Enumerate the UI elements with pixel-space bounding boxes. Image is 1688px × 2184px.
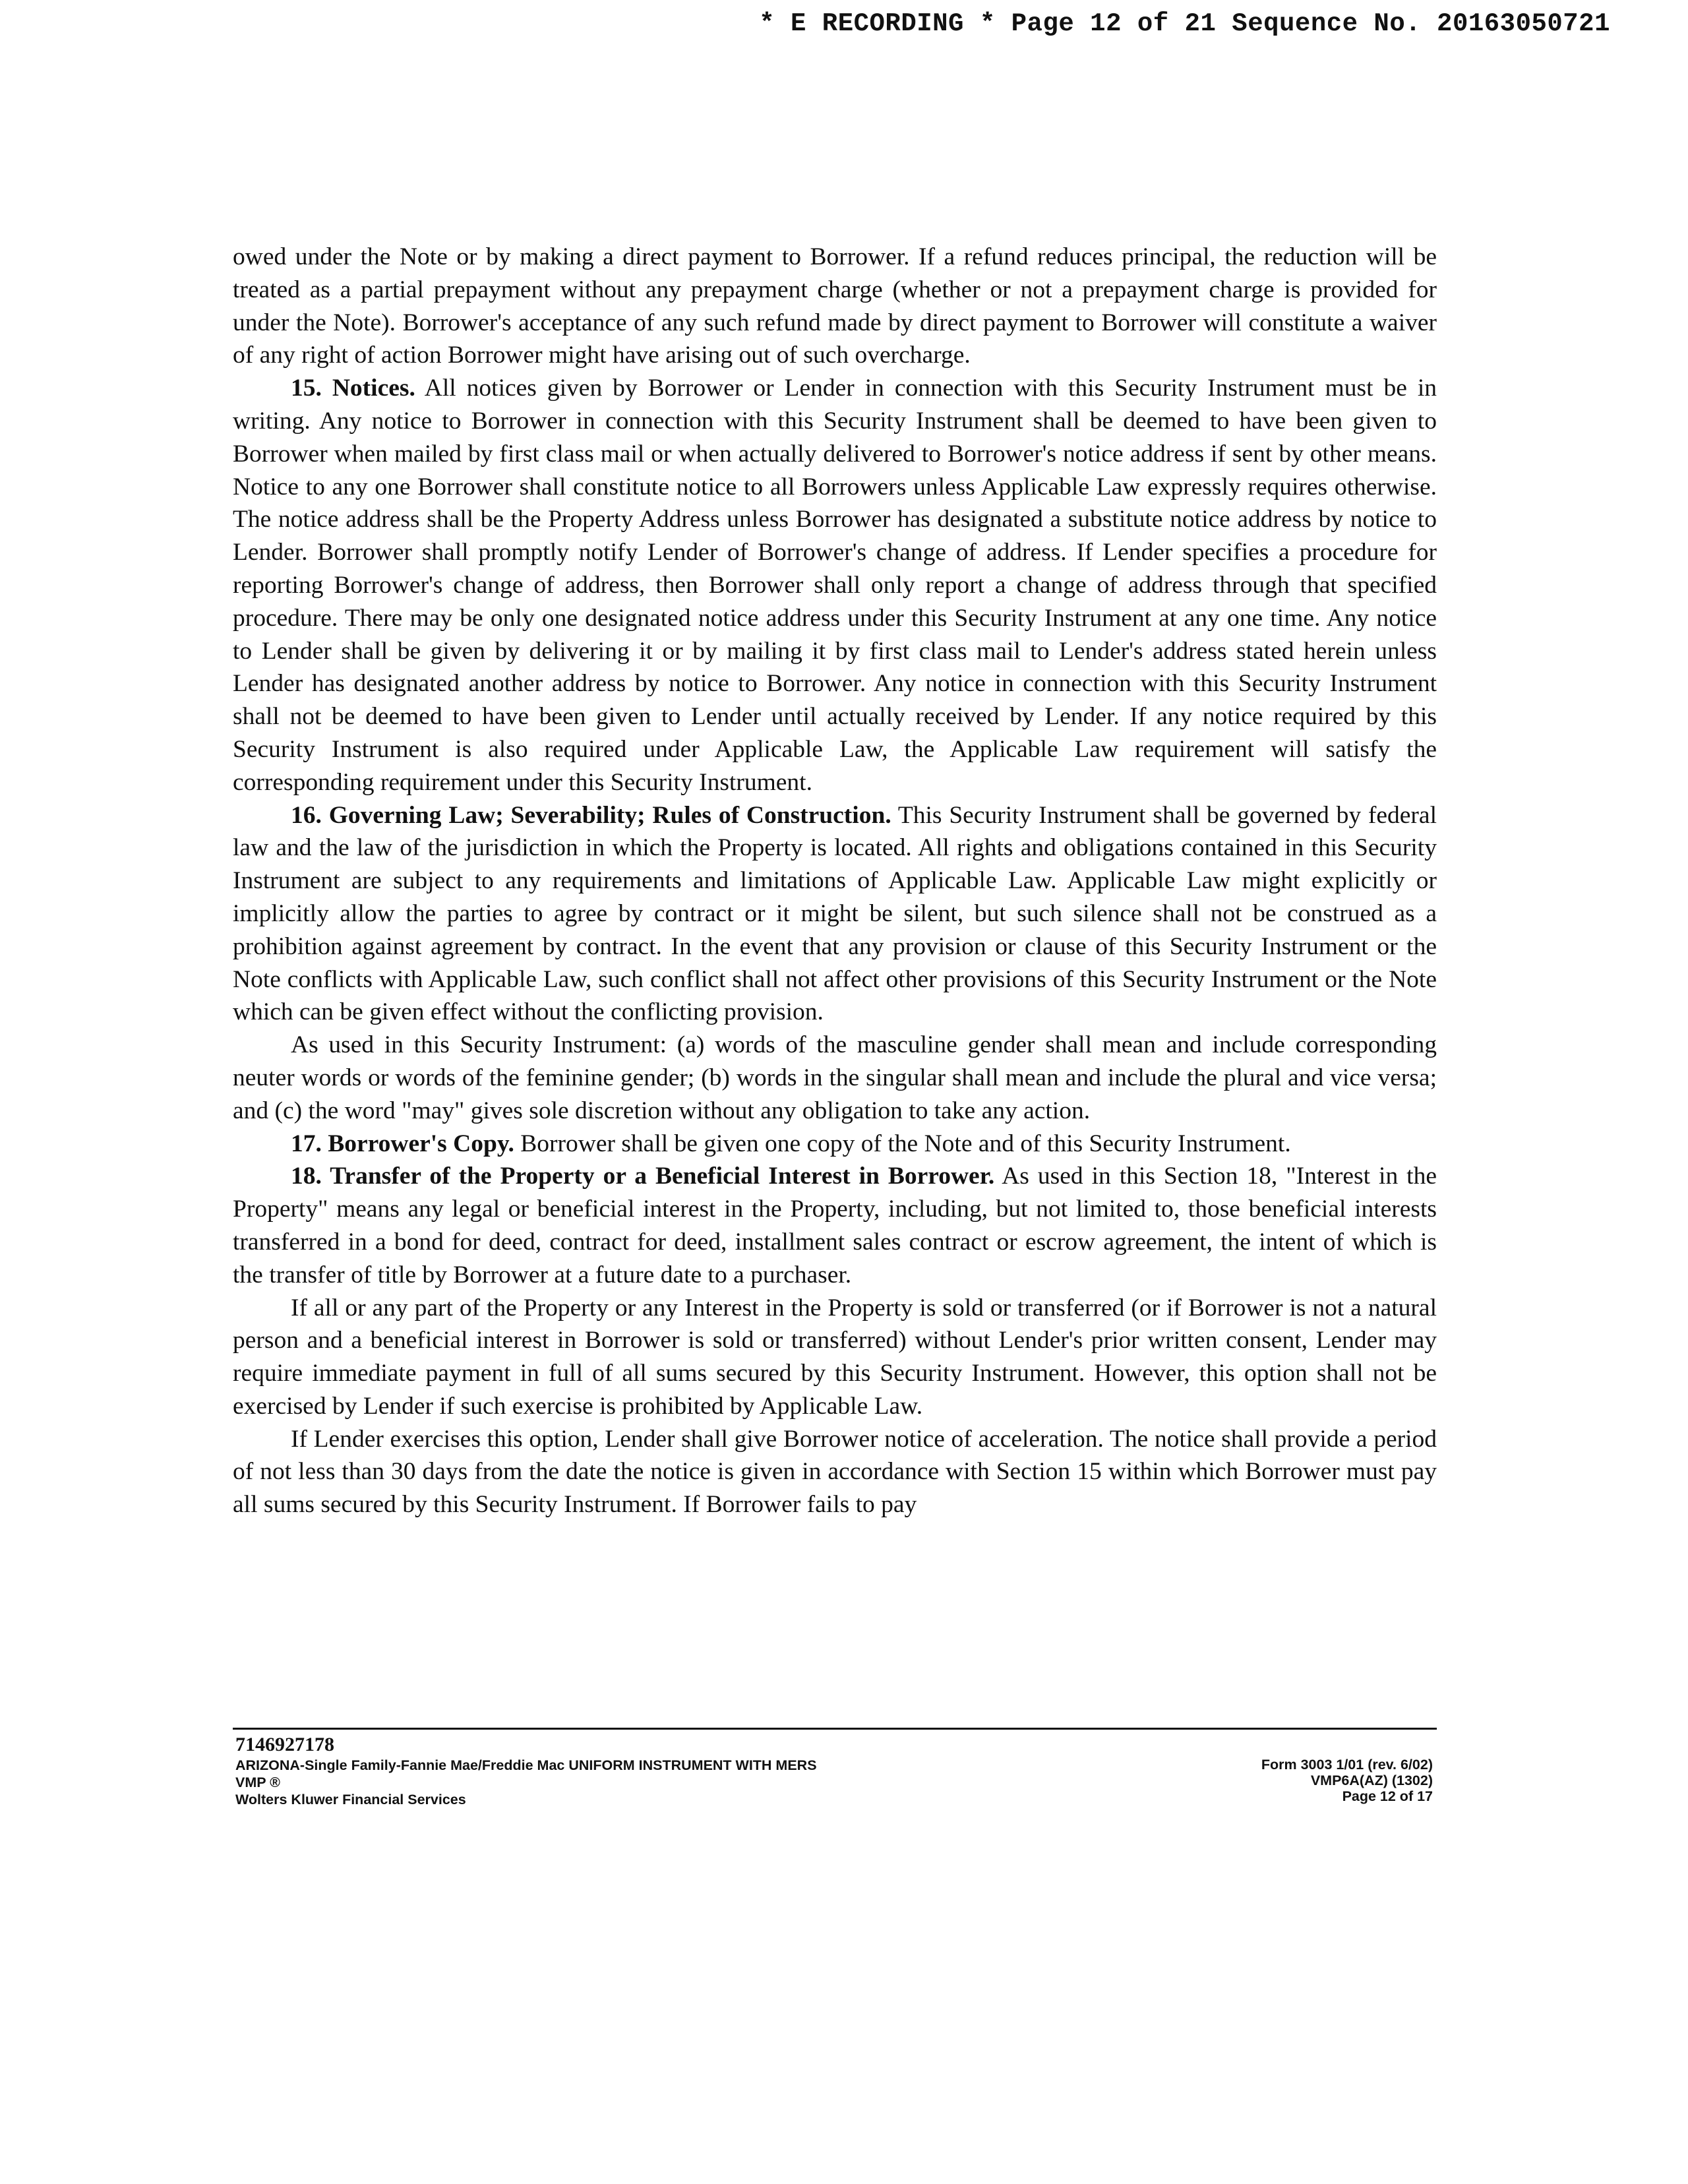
footer-right [1261, 1757, 1433, 1804]
loan-number: 7146927178 [235, 1734, 334, 1755]
recording-header: * E RECORDING * Page 12 of 21 Sequence No. 20163050721 [759, 9, 1610, 38]
section-text: This Security Instrument shall be governed by federal law and the law of the jurisdiction in which the Property is located. All rights and obligations contained in this Security Instrument are subject to any requirements and limitations of Applicable Law. Applicable Law might explicitly or implicitly allow the parties to agree by contract or it might be silent, but such silence shall not be construed as a prohibition against agreement by contract. In the event that any provision or clause of this Security Instrument or the Note conflicts with Applicable Law, such conflict shall not affect other provisions of this Security Instrument or the Note which can be given effect without the conflicting provision. [233, 801, 1437, 1026]
page-number: Page 12 of 17 [1342, 1788, 1433, 1804]
publisher: Wolters Kluwer Financial Services [235, 1792, 466, 1807]
section-text: All notices given by Borrower or Lender in connection with this Security Instrument must be in writing. Any notice to Borrower in connection with this Security Instrument shall be deemed to have been given to Borrower when mailed by first class mail or when actually delivered to Borrower's notice address if sent by other means. Notice to any one Borrower shall constitute notice to all Borrowers unless Applicable Law expressly requires otherwise. The notice address shall be the Property Address unless Borrower has designated a substitute notice address by notice to Lender. Borrower shall promptly notify Lender of Borrower's change of address. If Lender specifies a procedure for reporting Borrower's change of address, then Borrower shall only report a change of address through that specified procedure. There may be only one designated notice address under this Security Instrument at any one time. Any notice to Lender shall be given by delivering it or by mailing it by first class mail to Lender's address stated herein unless Lender has designated another address by notice to Borrower. Any notice in connection with this Security Instrument shall not be deemed to have been given to Lender until actually received by Lender. If any notice required by this Security Instrument is also required under Applicable Law, the Applicable Law requirement will satisfy the corresponding requirement under this Security Instrument. [233, 375, 1437, 796]
section-heading: 17. Borrower's Copy. [291, 1130, 514, 1157]
section-text: As used in this Section 18, "Interest in the Property" means any legal or beneficial interest in the Property, including, but not limited to, those beneficial interests transferred in a bond for deed, contract for deed, installment sales contract or escrow agreement, the intent of which is the transfer of title by Borrower at a future date to a purchaser. [233, 1163, 1437, 1289]
vmp-mark: VMP ® [235, 1774, 281, 1790]
paragraph-construction: As used in this Security Instrument: (a) words of the masculine gender shall mean and include corresponding neuter words or words of the feminine gender; (b) words in the singular shall mean and include the plural and vice versa; and (c) the word "may" gives sole discretion without any obligation to take any action. [233, 1031, 1437, 1124]
footer-left [235, 1733, 817, 1808]
section-16-governing-law [233, 799, 1437, 1029]
footer-divider [233, 1728, 1437, 1730]
section-heading: 15. Notices. [291, 375, 415, 402]
section-heading: 16. Governing Law; Severability; Rules of Construction. [291, 801, 891, 829]
section-18-transfer [233, 1160, 1437, 1291]
section-heading: 18. Transfer of the Property or a Beneficial Interest in Borrower. [291, 1163, 995, 1190]
document-body [233, 241, 1437, 1521]
form-number: Form 3003 1/01 (rev. 6/02) [1261, 1757, 1433, 1773]
section-17-borrowers-copy [233, 1128, 1437, 1161]
section-text: Borrower shall be given one copy of the Note and of this Security Instrument. [520, 1130, 1291, 1157]
paragraph-acceleration: If Lender exercises this option, Lender shall give Borrower notice of acceleration. The notice shall provide a period of not less than 30 days from the date the notice is given in accordance with Section 15 within which Borrower must pay all sums secured by this Security Instrument. If Borrower fails to pay [233, 1425, 1437, 1519]
paragraph-transfer-consent: If all or any part of the Property or any Interest in the Property is sold or transferred (or if Borrower is not a natural person and a beneficial interest in Borrower is sold or transferred) without Lender's prior written consent, Lender may require immediate payment in full of all sums secured by this Security Instrument. However, this option shall not be exercised by Lender if such exercise is prohibited by Applicable Law. [233, 1294, 1437, 1420]
section-15-notices [233, 372, 1437, 799]
paragraph-continuation: owed under the Note or by making a direct payment to Borrower. If a refund reduces principal, the reduction will be treated as a partial prepayment without any prepayment charge (whether or not a prepayment charge is provided for under the Note). Borrower's acceptance of any such refund made by direct payment to Borrower will constitute a waiver of any right of action Borrower might have arising out of such overcharge. [233, 243, 1437, 369]
form-code: VMP6A(AZ) (1302) [1310, 1773, 1433, 1788]
form-title: ARIZONA-Single Family-Fannie Mae/Freddie Mac UNIFORM INSTRUMENT WITH MERS [235, 1757, 817, 1773]
